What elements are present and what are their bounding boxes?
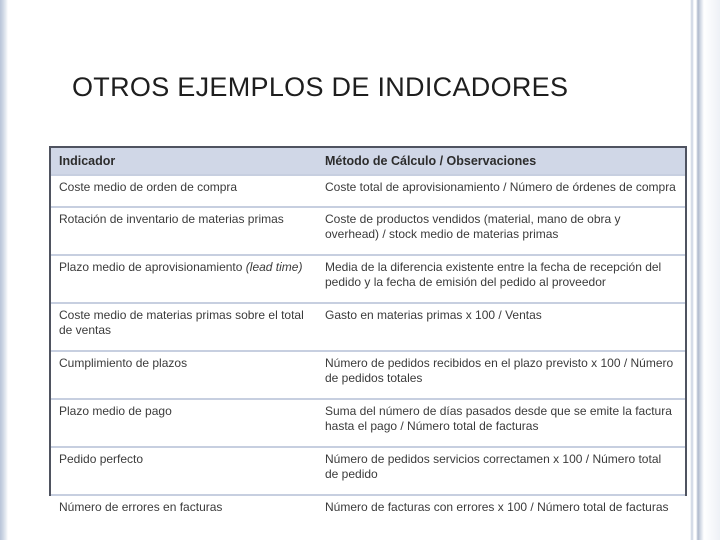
column-header-method: Método de Cálculo / Observaciones [317, 148, 685, 175]
slide-left-border [0, 0, 8, 540]
method-cell: Coste de productos vendidos (material, mano de obra y overhead) / stock medio de materias primas [317, 207, 685, 255]
table-row [51, 399, 685, 447]
table-row [51, 303, 685, 351]
method-cell: Número de pedidos servicios correctamen x 100 / Número total de pedido [317, 447, 685, 495]
table-row [51, 447, 685, 495]
method-cell: Número de facturas con errores x 100 / Número total de facturas [317, 495, 685, 526]
indicator-cell: Plazo medio de pago [51, 399, 317, 447]
slide-title: OTROS EJEMPLOS DE INDICADORES [72, 72, 569, 102]
table-row [51, 255, 685, 303]
method-cell: Número de pedidos recibidos en el plazo previsto x 100 / Número de pedidos totales [317, 351, 685, 399]
indicator-cell [51, 255, 317, 303]
table-header-row [51, 148, 685, 175]
slide-right-border [690, 0, 720, 540]
indicator-cell: Cumplimiento de plazos [51, 351, 317, 399]
indicators-table [51, 148, 685, 526]
indicator-cell: Coste medio de materias primas sobre el total de ventas [51, 303, 317, 351]
method-cell: Coste total de aprovisionamiento / Número de órdenes de compra [317, 175, 685, 207]
indicator-cell: Número de errores en facturas [51, 495, 317, 526]
indicator-cell: Rotación de inventario de materias primas [51, 207, 317, 255]
indicators-table-container [49, 146, 687, 514]
column-header-indicator: Indicador [51, 148, 317, 175]
indicator-text: Plazo medio de aprovisionamiento [59, 260, 246, 274]
table-row [51, 175, 685, 207]
table-row [51, 351, 685, 399]
method-cell: Media de la diferencia existente entre la fecha de recepción del pedido y la fecha de emisión del pedido al proveedor [317, 255, 685, 303]
method-cell: Gasto en materias primas x 100 / Ventas [317, 303, 685, 351]
method-cell: Suma del número de días pasados desde que se emite la factura hasta el pago / Número total de facturas [317, 399, 685, 447]
table-row [51, 495, 685, 526]
indicator-italic-note: (lead time) [245, 260, 303, 274]
indicator-cell: Coste medio de orden de compra [51, 175, 317, 207]
table-row [51, 207, 685, 255]
indicator-cell: Pedido perfecto [51, 447, 317, 495]
